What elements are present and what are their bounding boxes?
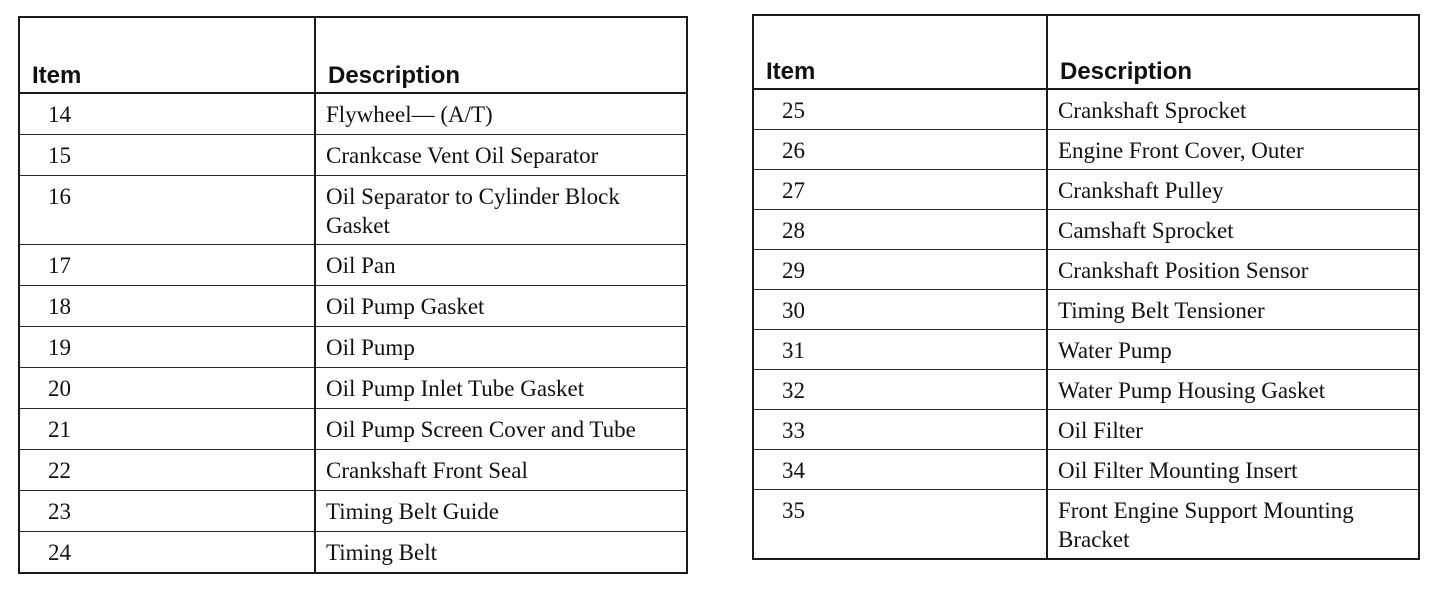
item-number: 33 xyxy=(753,410,1047,450)
item-number: 24 xyxy=(19,532,315,574)
item-description: Crankshaft Pulley xyxy=(1047,170,1419,210)
item-number: 20 xyxy=(19,368,315,409)
table-row xyxy=(753,130,1419,170)
table-row xyxy=(19,135,687,176)
table-row xyxy=(19,176,687,245)
item-number: 35 xyxy=(753,490,1047,560)
description-column-header: Description xyxy=(1047,15,1419,89)
item-description: Crankshaft Sprocket xyxy=(1047,89,1419,130)
item-description: Crankcase Vent Oil Separator xyxy=(315,135,687,176)
table-row xyxy=(19,532,687,574)
item-description: Oil Pan xyxy=(315,245,687,286)
table-row xyxy=(19,368,687,409)
item-number: 32 xyxy=(753,370,1047,410)
table-row xyxy=(19,450,687,491)
header-row xyxy=(19,17,687,93)
item-number: 26 xyxy=(753,130,1047,170)
description-column-header: Description xyxy=(315,17,687,93)
table-row xyxy=(753,450,1419,490)
item-description: Crankshaft Front Seal xyxy=(315,450,687,491)
item-number: 19 xyxy=(19,327,315,368)
table-row xyxy=(19,286,687,327)
item-description: Timing Belt Tensioner xyxy=(1047,290,1419,330)
parts-table-right xyxy=(752,14,1420,560)
item-description: Camshaft Sprocket xyxy=(1047,210,1419,250)
item-column-header: Item xyxy=(19,17,315,93)
item-description: Oil Filter Mounting Insert xyxy=(1047,450,1419,490)
item-description: Timing Belt xyxy=(315,532,687,574)
item-description: Oil Pump xyxy=(315,327,687,368)
table-row xyxy=(19,491,687,532)
item-number: 31 xyxy=(753,330,1047,370)
item-description: Flywheel— (A/T) xyxy=(315,93,687,135)
item-description: Front Engine Support Mounting Bracket xyxy=(1047,490,1419,560)
item-description: Oil Pump Gasket xyxy=(315,286,687,327)
item-number: 28 xyxy=(753,210,1047,250)
table-row xyxy=(753,210,1419,250)
table-row xyxy=(19,327,687,368)
item-number: 21 xyxy=(19,409,315,450)
item-number: 25 xyxy=(753,89,1047,130)
item-description: Crankshaft Position Sensor xyxy=(1047,250,1419,290)
table-row xyxy=(753,89,1419,130)
table-row xyxy=(753,330,1419,370)
item-description: Oil Pump Inlet Tube Gasket xyxy=(315,368,687,409)
item-column-header: Item xyxy=(753,15,1047,89)
item-number: 17 xyxy=(19,245,315,286)
item-description: Timing Belt Guide xyxy=(315,491,687,532)
item-description: Water Pump Housing Gasket xyxy=(1047,370,1419,410)
table-row xyxy=(19,93,687,135)
item-description: Oil Separator to Cylinder Block Gasket xyxy=(315,176,687,245)
item-number: 15 xyxy=(19,135,315,176)
parts-table-left xyxy=(18,16,688,574)
table-row xyxy=(753,370,1419,410)
table-row xyxy=(19,245,687,286)
table-row xyxy=(753,250,1419,290)
table-row xyxy=(753,490,1419,560)
item-description: Water Pump xyxy=(1047,330,1419,370)
table-row xyxy=(753,290,1419,330)
item-number: 23 xyxy=(19,491,315,532)
item-description: Engine Front Cover, Outer xyxy=(1047,130,1419,170)
table-row xyxy=(753,170,1419,210)
table-row xyxy=(753,410,1419,450)
table-row xyxy=(19,409,687,450)
item-description: Oil Pump Screen Cover and Tube xyxy=(315,409,687,450)
item-number: 16 xyxy=(19,176,315,245)
item-number: 30 xyxy=(753,290,1047,330)
item-description: Oil Filter xyxy=(1047,410,1419,450)
item-number: 18 xyxy=(19,286,315,327)
header-row xyxy=(753,15,1419,89)
item-number: 27 xyxy=(753,170,1047,210)
item-number: 29 xyxy=(753,250,1047,290)
item-number: 34 xyxy=(753,450,1047,490)
item-number: 22 xyxy=(19,450,315,491)
item-number: 14 xyxy=(19,93,315,135)
